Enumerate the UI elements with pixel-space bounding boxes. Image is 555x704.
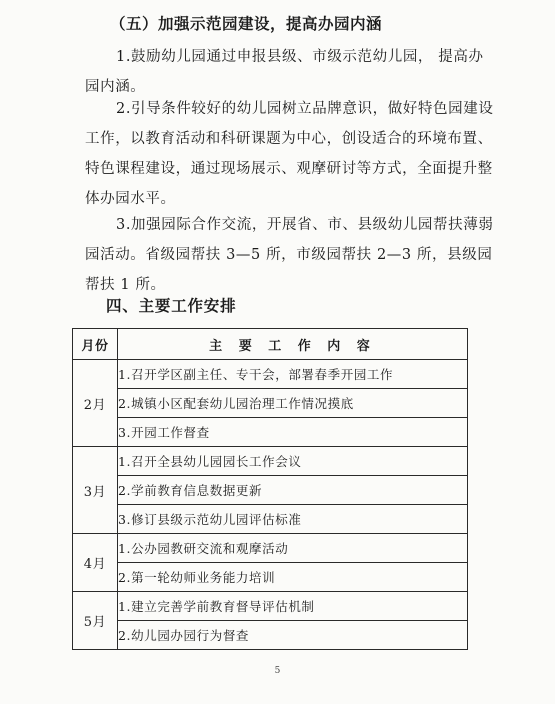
work-item: 3.开园工作督查 bbox=[118, 418, 468, 447]
table-header-row bbox=[73, 329, 468, 360]
month-cell: 4月 bbox=[73, 534, 118, 592]
table-row bbox=[73, 418, 468, 447]
work-item: 1.召开全县幼儿园园长工作会议 bbox=[118, 447, 468, 476]
subsection-heading: （五）加强示范园建设，提高办园内涵 bbox=[110, 15, 383, 33]
table-row bbox=[73, 447, 468, 476]
paragraph-2: 2.引导条件较好的幼儿园树立品牌意识，做好特色园建设工作，以教育活动和科研课题为中心，创设适合的环境布置、特色课程建设，通过现场展示、观摩研讨等方式，全面提升整体办园水平。 bbox=[85, 101, 494, 207]
schedule-table bbox=[72, 328, 468, 650]
work-item: 2.城镇小区配套幼儿园治理工作情况摸底 bbox=[118, 389, 468, 418]
table-row bbox=[73, 592, 468, 621]
work-item: 3.修订县级示范幼儿园评估标准 bbox=[118, 505, 468, 534]
section-title: 四、主要工作安排 bbox=[106, 297, 237, 315]
work-item: 2.第一轮幼师业务能力培训 bbox=[118, 563, 468, 592]
table-row bbox=[73, 505, 468, 534]
month-cell: 3月 bbox=[73, 447, 118, 534]
table-row bbox=[73, 360, 468, 389]
header-month: 月份 bbox=[73, 329, 118, 360]
page-number: 5 bbox=[274, 666, 281, 676]
month-cell: 2月 bbox=[73, 360, 118, 447]
work-item: 2.幼儿园办园行为督查 bbox=[118, 621, 468, 650]
work-item: 1.召开学区副主任、专干会，部署春季开园工作 bbox=[118, 360, 468, 389]
paragraph-1: 1.鼓励幼儿园通过申报县级、市级示范幼儿园， 提高办园内涵。 bbox=[85, 49, 484, 95]
table-row bbox=[73, 389, 468, 418]
paragraph-3: 3.加强园际合作交流，开展省、市、县级幼儿园帮扶薄弱园活动。省级园帮扶 3—5 所，市级园帮扶 2—3 所，县级园帮扶 1 所。 bbox=[85, 217, 494, 293]
work-item: 1.公办园教研交流和观摩活动 bbox=[118, 534, 468, 563]
table-row bbox=[73, 534, 468, 563]
table-row bbox=[73, 621, 468, 650]
work-item: 2.学前教育信息数据更新 bbox=[118, 476, 468, 505]
table-row bbox=[73, 476, 468, 505]
table-row bbox=[73, 563, 468, 592]
month-cell: 5月 bbox=[73, 592, 118, 650]
work-item: 1.建立完善学前教育督导评估机制 bbox=[118, 592, 468, 621]
header-content: 主 要 工 作 内 容 bbox=[118, 329, 468, 360]
